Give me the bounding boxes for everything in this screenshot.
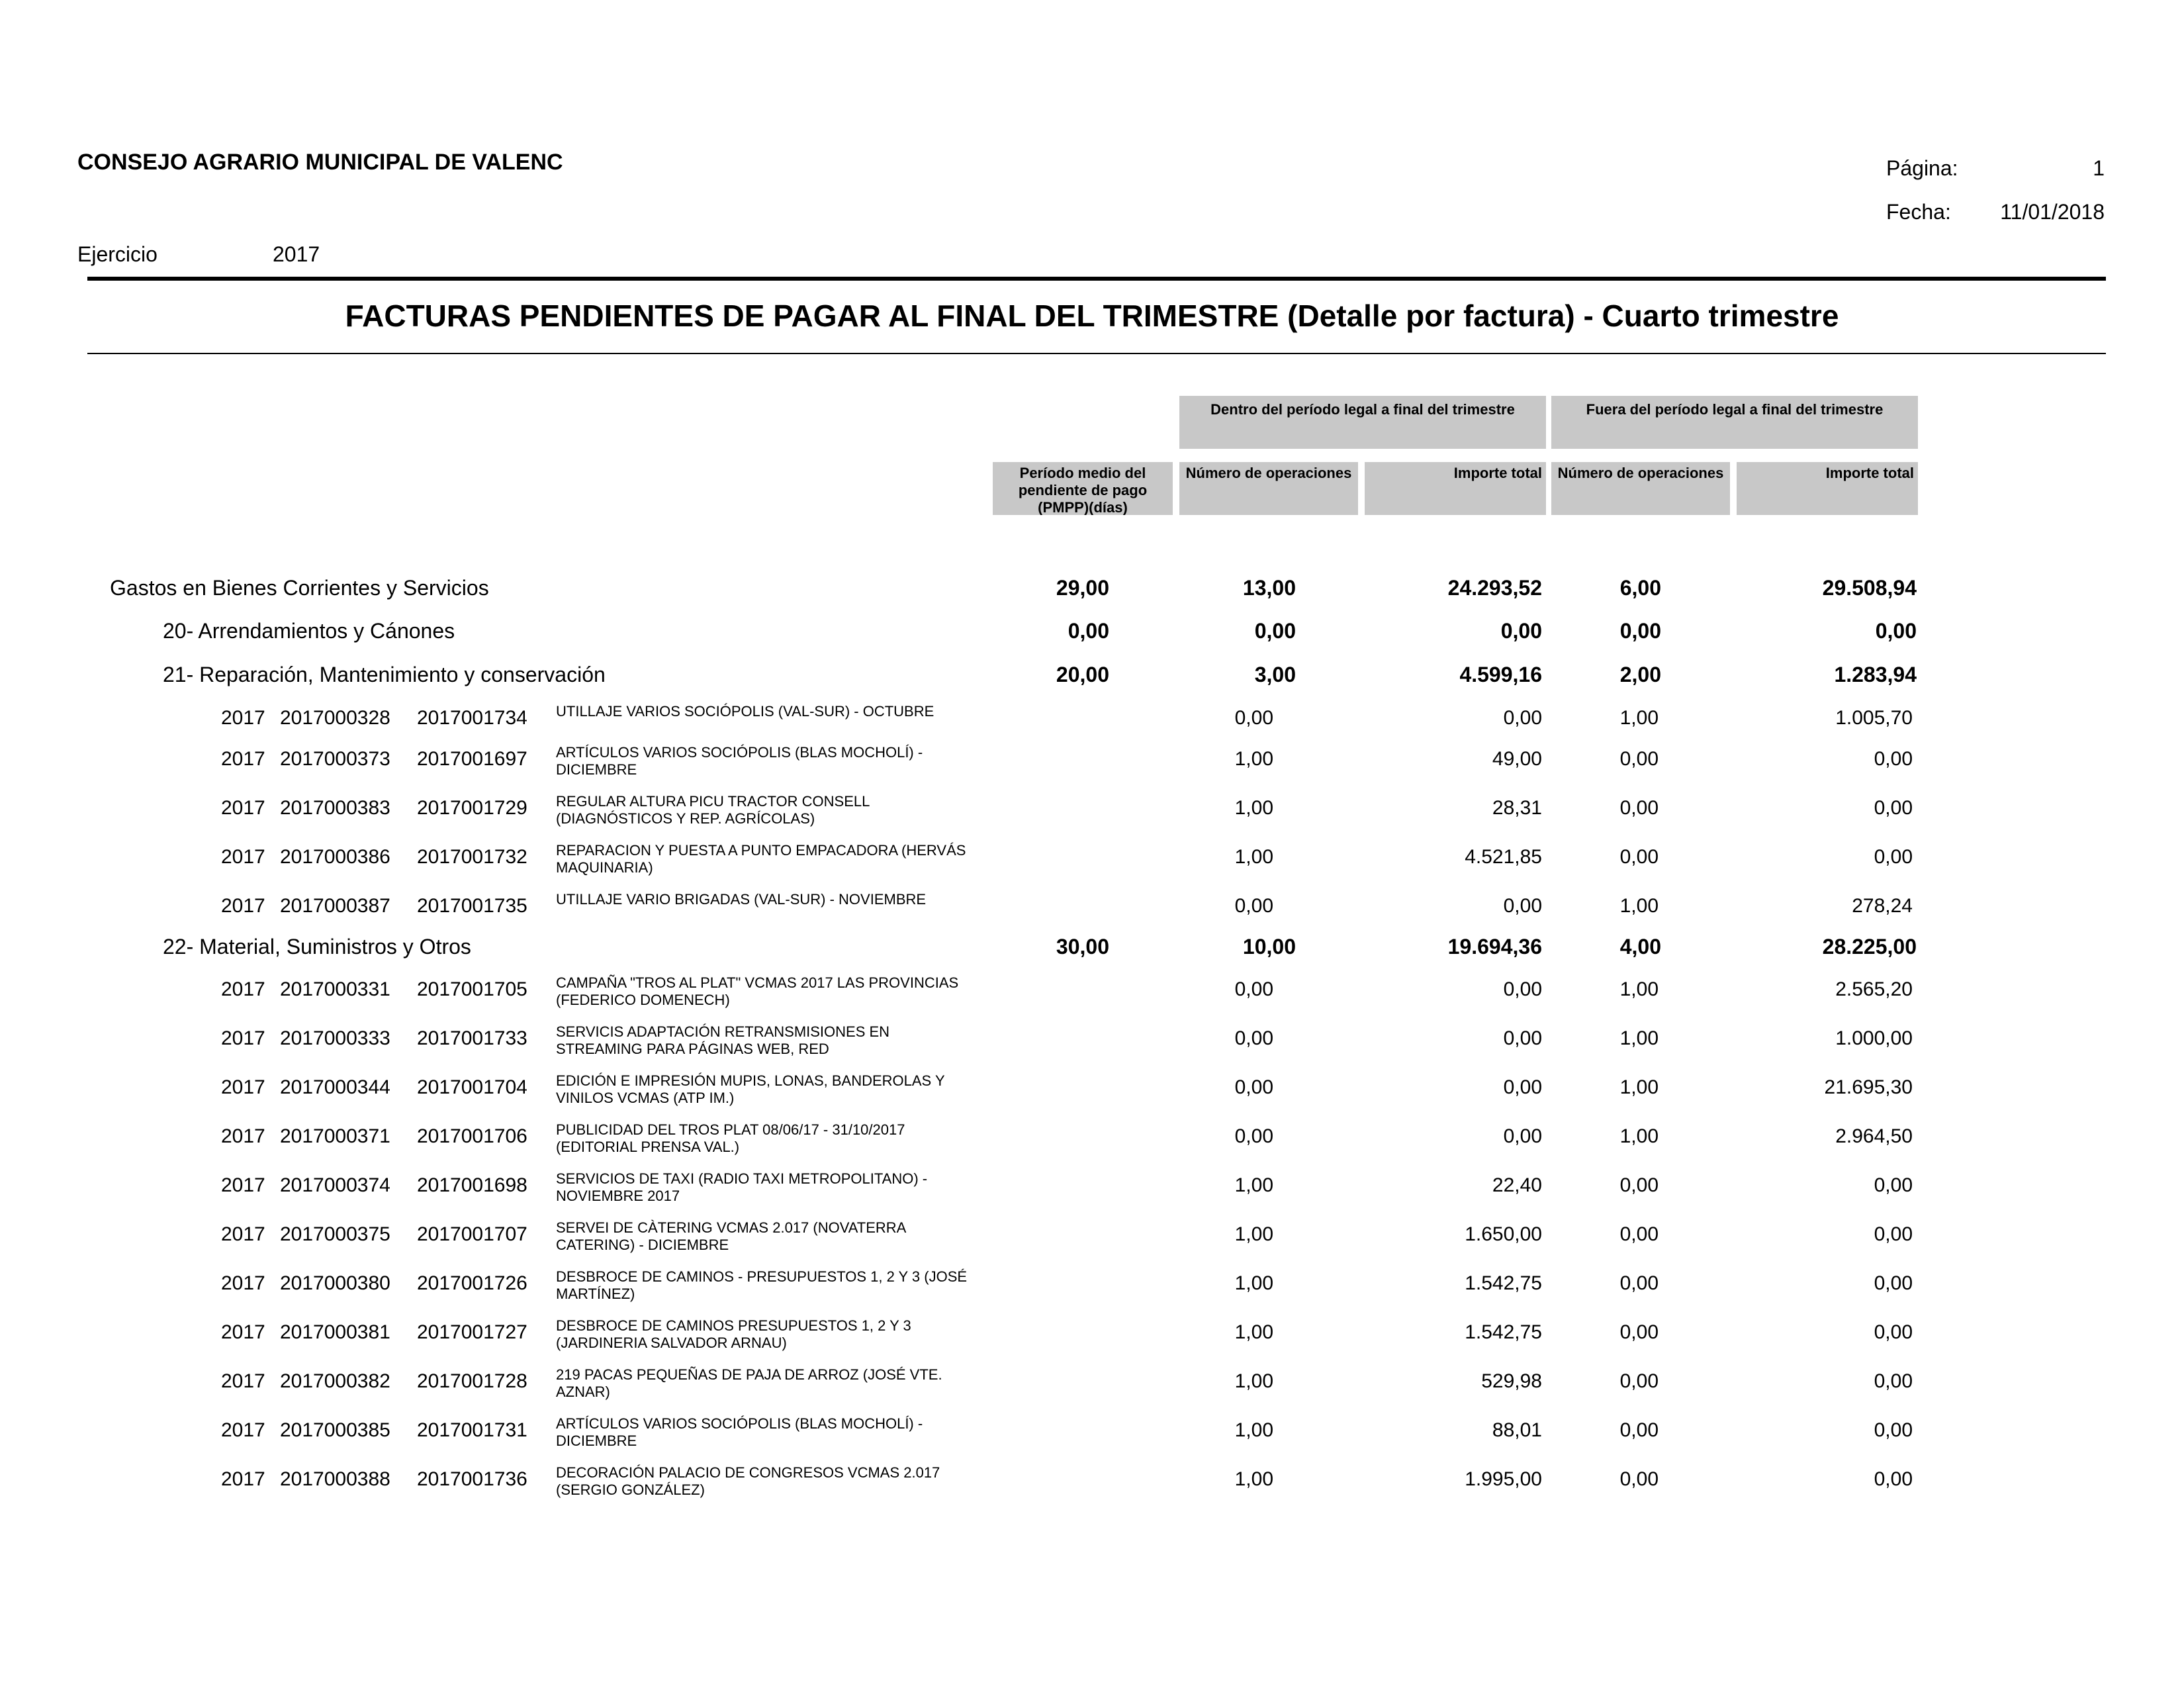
year-label: Ejercicio [77, 242, 158, 266]
amount-inside-value: 19.694,36 [1447, 935, 1542, 959]
invoice-register-number: 2017000344 [280, 1076, 390, 1098]
amount-inside-value: 0,00 [1503, 1027, 1542, 1049]
invoice-number: 2017001726 [417, 1272, 527, 1294]
invoice-register-number: 2017000371 [280, 1125, 390, 1147]
ops-inside-value: 0,00 [1234, 1027, 1273, 1049]
ops-outside-value: 0,00 [1619, 1419, 1659, 1441]
invoice-number: 2017001707 [417, 1223, 527, 1245]
ops-outside-value: 0,00 [1619, 1321, 1659, 1343]
ops-outside-value: 1,00 [1619, 1027, 1659, 1049]
invoice-description: ARTÍCULOS VARIOS SOCIÓPOLIS (BLAS MOCHOLÍ) - DICIEMBRE [556, 1415, 923, 1449]
ops-outside-value: 0,00 [1619, 1174, 1659, 1196]
invoice-number: 2017001736 [417, 1468, 527, 1490]
invoice-number: 2017001706 [417, 1125, 527, 1147]
pmpp-value: 30,00 [1056, 935, 1109, 959]
amount-outside-value: 0,00 [1874, 748, 1913, 770]
invoice-row [0, 793, 2184, 842]
invoice-row [0, 1415, 2184, 1464]
amount-inside-value: 0,00 [1503, 895, 1542, 917]
invoice-row [0, 1170, 2184, 1219]
invoice-description: REPARACION Y PUESTA A PUNTO EMPACADORA (HERVÁS MAQUINARIA) [556, 842, 966, 876]
ops-inside-value: 0,00 [1234, 978, 1273, 1000]
ops-outside-value: 2,00 [1619, 663, 1661, 686]
amount-inside-value: 1.542,75 [1465, 1321, 1542, 1343]
ops-inside-value: 1,00 [1234, 1370, 1273, 1392]
invoice-description: EDICIÓN E IMPRESIÓN MUPIS, LONAS, BANDEROLAS Y VINILOS VCMAS (ATP IM.) [556, 1072, 945, 1106]
ops-inside-value: 0,00 [1254, 619, 1296, 643]
invoice-register-number: 2017000381 [280, 1321, 390, 1343]
ops-outside-value: 0,00 [1619, 1370, 1659, 1392]
invoice-description: DESBROCE DE CAMINOS PRESUPUESTOS 1, 2 Y 3 (JARDINERIA SALVADOR ARNAU) [556, 1317, 911, 1351]
ops-inside-value: 1,00 [1234, 1174, 1273, 1196]
amount-inside-value: 0,00 [1503, 1076, 1542, 1098]
invoice-row [0, 842, 2184, 891]
page-label: Página: [1886, 156, 1958, 180]
invoice-description: SERVICIOS DE TAXI (RADIO TAXI METROPOLITANO) - NOVIEMBRE 2017 [556, 1170, 928, 1204]
amount-outside-value: 21.695,30 [1824, 1076, 1913, 1098]
invoice-description: PUBLICIDAD DEL TROS PLAT 08/06/17 - 31/10/2017 (EDITORIAL PRENSA VAL.) [556, 1121, 905, 1155]
amount-outside-value: 1.283,94 [1834, 663, 1917, 686]
amount-outside-value: 0,00 [1874, 1370, 1913, 1392]
invoice-row [0, 1317, 2184, 1366]
amount-outside-value: 0,00 [1874, 1174, 1913, 1196]
invoice-year: 2017 [221, 1125, 265, 1147]
invoice-number: 2017001698 [417, 1174, 527, 1196]
ops-inside-value: 0,00 [1234, 1076, 1273, 1098]
row-label: Gastos en Bienes Corrientes y Servicios [110, 576, 489, 600]
amount-inside-value: 24.293,52 [1447, 576, 1542, 600]
amount-outside-value: 29.508,94 [1822, 576, 1917, 600]
invoice-description: UTILLAJE VARIO BRIGADAS (VAL-SUR) - NOVIEMBRE [556, 891, 927, 908]
ops-outside-value: 0,00 [1619, 1272, 1659, 1294]
amount-inside-value: 0,00 [1503, 978, 1542, 1000]
amount-inside-value: 4.521,85 [1465, 846, 1542, 868]
invoice-row [0, 1219, 2184, 1268]
ops-outside-value: 1,00 [1619, 978, 1659, 1000]
invoice-year: 2017 [221, 978, 265, 1000]
ops-inside-value: 1,00 [1234, 1321, 1273, 1343]
ops-outside-value: 1,00 [1619, 1125, 1659, 1147]
invoice-register-number: 2017000382 [280, 1370, 390, 1392]
ops-outside-value: 0,00 [1619, 1223, 1659, 1245]
invoice-register-number: 2017000331 [280, 978, 390, 1000]
amount-outside-value: 0,00 [1874, 846, 1913, 868]
invoice-description: SERVEI DE CÀTERING VCMAS 2.017 (NOVATERRA CATERING) - DICIEMBRE [556, 1219, 906, 1253]
amount-inside-value: 1.995,00 [1465, 1468, 1542, 1490]
amount-outside-value: 1.000,00 [1835, 1027, 1913, 1049]
group-row [0, 929, 2184, 978]
invoice-row [0, 1464, 2184, 1513]
amount-outside-value: 0,00 [1874, 1468, 1913, 1490]
invoice-register-number: 2017000385 [280, 1419, 390, 1441]
header-group-outside: Fuera del período legal a final del trimestre [1551, 396, 1918, 449]
amount-outside-value: 278,24 [1852, 895, 1913, 917]
amount-outside-value: 0,00 [1874, 1321, 1913, 1343]
invoice-number: 2017001705 [417, 978, 527, 1000]
invoice-row [0, 744, 2184, 793]
invoice-year: 2017 [221, 1076, 265, 1098]
invoice-number: 2017001734 [417, 707, 527, 729]
amount-inside-value: 28,31 [1492, 797, 1542, 819]
invoice-row [0, 1366, 2184, 1415]
page-number: 1 [2093, 156, 2105, 180]
invoice-number: 2017001727 [417, 1321, 527, 1343]
ops-inside-value: 1,00 [1234, 1223, 1273, 1245]
ops-outside-value: 0,00 [1619, 1468, 1659, 1490]
amount-inside-value: 1.542,75 [1465, 1272, 1542, 1294]
ops-outside-value: 0,00 [1619, 748, 1659, 770]
invoice-row [0, 1268, 2184, 1317]
header-ops-outside: Número de operaciones [1551, 462, 1730, 515]
organization-name: CONSEJO AGRARIO MUNICIPAL DE VALENC [77, 150, 563, 175]
report-title: FACTURAS PENDIENTES DE PAGAR AL FINAL DEL TRIMESTRE (Detalle por factura) - Cuarto trimestre [345, 299, 1839, 333]
ops-inside-value: 1,00 [1234, 1419, 1273, 1441]
ops-inside-value: 0,00 [1234, 707, 1273, 729]
invoice-year: 2017 [221, 1174, 265, 1196]
ops-outside-value: 1,00 [1619, 707, 1659, 729]
invoice-year: 2017 [221, 895, 265, 917]
header-pmpp: Período medio del pendiente de pago (PMPP)(días) [993, 462, 1173, 515]
title-divider [87, 353, 2106, 354]
amount-inside-value: 0,00 [1500, 619, 1542, 643]
invoice-description: REGULAR ALTURA PICU TRACTOR CONSELL (DIAGNÓSTICOS Y REP. AGRÍCOLAS) [556, 793, 870, 827]
amount-inside-value: 88,01 [1492, 1419, 1542, 1441]
pmpp-value: 20,00 [1056, 663, 1109, 686]
ops-inside-value: 3,00 [1254, 663, 1296, 686]
invoice-row [0, 1072, 2184, 1121]
invoice-register-number: 2017000373 [280, 748, 390, 770]
total-row [0, 571, 2184, 620]
amount-inside-value: 4.599,16 [1459, 663, 1542, 686]
header-amount-outside: Importe total [1737, 462, 1918, 515]
amount-inside-value: 0,00 [1503, 707, 1542, 729]
amount-outside-value: 28.225,00 [1822, 935, 1917, 959]
invoice-register-number: 2017000387 [280, 895, 390, 917]
report-date: 11/01/2018 [2000, 200, 2105, 224]
ops-inside-value: 10,00 [1242, 935, 1296, 959]
ops-inside-value: 1,00 [1234, 748, 1273, 770]
invoice-register-number: 2017000375 [280, 1223, 390, 1245]
ops-inside-value: 0,00 [1234, 895, 1273, 917]
group-row [0, 657, 2184, 706]
invoice-year: 2017 [221, 797, 265, 819]
amount-inside-value: 22,40 [1492, 1174, 1542, 1196]
invoice-register-number: 2017000383 [280, 797, 390, 819]
invoice-number: 2017001729 [417, 797, 527, 819]
invoice-number: 2017001704 [417, 1076, 527, 1098]
invoice-register-number: 2017000386 [280, 846, 390, 868]
row-label: 21- Reparación, Mantenimiento y conservación [163, 663, 606, 686]
header-group-inside: Dentro del período legal a final del trimestre [1179, 396, 1546, 449]
invoice-number: 2017001697 [417, 748, 527, 770]
fiscal-year: 2017 [273, 242, 320, 266]
invoice-row [0, 974, 2184, 1023]
amount-inside-value: 529,98 [1481, 1370, 1542, 1392]
amount-outside-value: 0,00 [1875, 619, 1917, 643]
invoice-year: 2017 [221, 1370, 265, 1392]
amount-outside-value: 0,00 [1874, 797, 1913, 819]
invoice-number: 2017001728 [417, 1370, 527, 1392]
ops-outside-value: 0,00 [1619, 797, 1659, 819]
ops-inside-value: 0,00 [1234, 1125, 1273, 1147]
invoice-register-number: 2017000374 [280, 1174, 390, 1196]
date-label: Fecha: [1886, 200, 1951, 224]
invoice-row [0, 1023, 2184, 1072]
ops-outside-value: 6,00 [1619, 576, 1661, 600]
invoice-year: 2017 [221, 1321, 265, 1343]
invoice-year: 2017 [221, 846, 265, 868]
invoice-number: 2017001733 [417, 1027, 527, 1049]
pmpp-value: 0,00 [1068, 619, 1109, 643]
amount-outside-value: 0,00 [1874, 1223, 1913, 1245]
invoice-year: 2017 [221, 1027, 265, 1049]
invoice-year: 2017 [221, 748, 265, 770]
ops-outside-value: 4,00 [1619, 935, 1661, 959]
ops-outside-value: 1,00 [1619, 1076, 1659, 1098]
invoice-year: 2017 [221, 707, 265, 729]
pmpp-value: 29,00 [1056, 576, 1109, 600]
invoice-description: DESBROCE DE CAMINOS - PRESUPUESTOS 1, 2 Y 3 (JOSÉ MARTÍNEZ) [556, 1268, 968, 1302]
invoice-description: ARTÍCULOS VARIOS SOCIÓPOLIS (BLAS MOCHOLÍ) - DICIEMBRE [556, 744, 923, 778]
ops-inside-value: 1,00 [1234, 797, 1273, 819]
row-label: 22- Material, Suministros y Otros [163, 935, 471, 959]
invoice-number: 2017001732 [417, 846, 527, 868]
header-ops-inside: Número de operaciones [1179, 462, 1358, 515]
ops-inside-value: 1,00 [1234, 1468, 1273, 1490]
invoice-register-number: 2017000333 [280, 1027, 390, 1049]
invoice-description: UTILLAJE VARIOS SOCIÓPOLIS (VAL-SUR) - OCTUBRE [556, 703, 934, 720]
invoice-number: 2017001731 [417, 1419, 527, 1441]
header-divider [87, 277, 2106, 281]
header-amount-inside: Importe total [1365, 462, 1546, 515]
invoice-description: DECORACIÓN PALACIO DE CONGRESOS VCMAS 2.017 (SERGIO GONZÁLEZ) [556, 1464, 940, 1498]
invoice-description: SERVICIS ADAPTACIÓN RETRANSMISIONES EN STREAMING PARA PÁGINAS WEB, RED [556, 1023, 890, 1057]
invoice-row [0, 1121, 2184, 1170]
invoice-year: 2017 [221, 1272, 265, 1294]
ops-outside-value: 0,00 [1619, 619, 1661, 643]
group-row [0, 614, 2184, 663]
ops-outside-value: 1,00 [1619, 895, 1659, 917]
amount-inside-value: 0,00 [1503, 1125, 1542, 1147]
invoice-register-number: 2017000328 [280, 707, 390, 729]
invoice-year: 2017 [221, 1419, 265, 1441]
amount-outside-value: 2.964,50 [1835, 1125, 1913, 1147]
invoice-year: 2017 [221, 1468, 265, 1490]
amount-outside-value: 1.005,70 [1835, 707, 1913, 729]
amount-outside-value: 2.565,20 [1835, 978, 1913, 1000]
amount-outside-value: 0,00 [1874, 1419, 1913, 1441]
amount-inside-value: 1.650,00 [1465, 1223, 1542, 1245]
invoice-number: 2017001735 [417, 895, 527, 917]
ops-inside-value: 1,00 [1234, 846, 1273, 868]
invoice-description: CAMPAÑA "TROS AL PLAT" VCMAS 2017 LAS PROVINCIAS (FEDERICO DOMENECH) [556, 974, 959, 1008]
invoice-register-number: 2017000388 [280, 1468, 390, 1490]
invoice-register-number: 2017000380 [280, 1272, 390, 1294]
amount-inside-value: 49,00 [1492, 748, 1542, 770]
invoice-description: 219 PACAS PEQUEÑAS DE PAJA DE ARROZ (JOSÉ VTE. AZNAR) [556, 1366, 942, 1400]
amount-outside-value: 0,00 [1874, 1272, 1913, 1294]
ops-inside-value: 1,00 [1234, 1272, 1273, 1294]
row-label: 20- Arrendamientos y Cánones [163, 619, 455, 643]
invoice-year: 2017 [221, 1223, 265, 1245]
ops-outside-value: 0,00 [1619, 846, 1659, 868]
ops-inside-value: 13,00 [1242, 576, 1296, 600]
